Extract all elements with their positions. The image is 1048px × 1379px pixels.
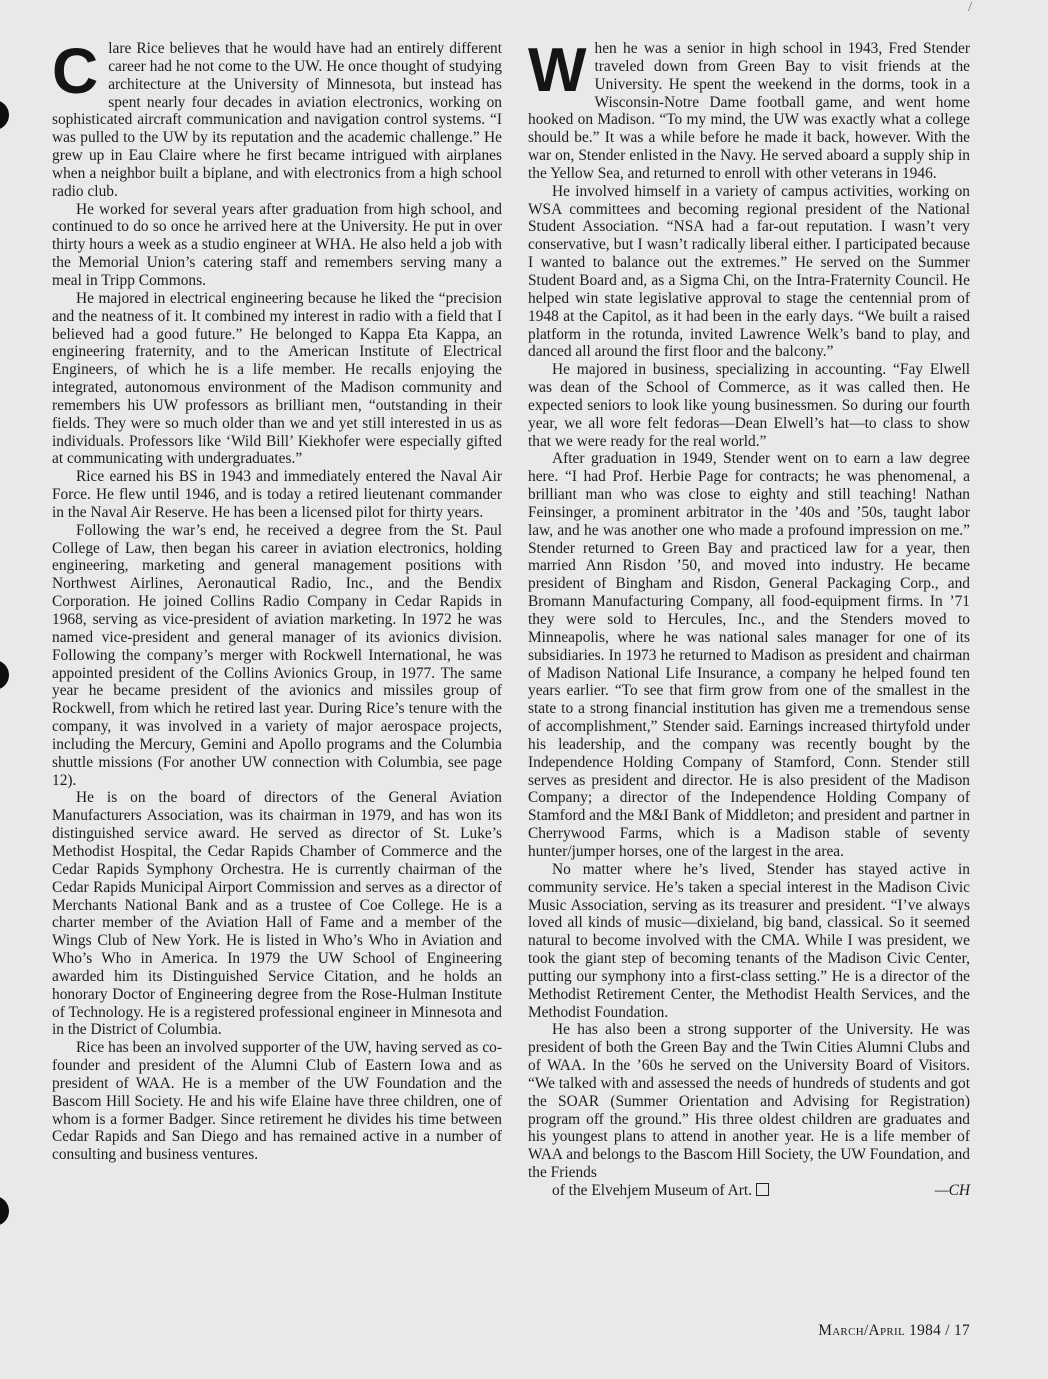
paragraph: After graduation in 1949, Stender went on to earn a law degree here. “I had Prof. Herbie Page for contracts; he was phenomenal, a brilliant man who was close to eighty and still teaching! Nathan Feinsinger, a prominent arbitrator in the ’40s and ’50s, taught labor law, and he was another one who made a profound impression on me.” Stender returned to Green Bay and practiced law for a year, then married Ann Risdon ’50, and moved into industry. He became president of Bingham and Risdon, General Packaging Corp., and Bromann Manufacturing Company, all food-equipment firms. In ’71 they were sold to Hercules, Inc., and the Stenders moved to Minneapolis, where he was national sales manager for one of its subsidiaries. In 1973 he returned to Madison as president and chairman of Madison National Life Insurance, a company he helped found ten years earlier. “To see that firm grow from one of the smallest in the state to a strong financial institution has given me a tremendous sense of accomplishment,” Stender said. Earnings increased thirtyfold under his leadership, and the company was recently bought by the Independence Holding Company of Stamford, Conn. Stender still serves as president and director. He is also president of the Madison Company; a director of the Independence Holding Company of Stamford and the M&I Bank of Middleton; and president and partner in Cherrywood Farms, which is a Madison stable of seventy hunter/jumper horses, one of the largest in the area. — [528, 450, 970, 860]
drop-cap: W — [528, 36, 587, 105]
paragraph: No matter where he’s lived, Stender has stayed active in community service. He’s taken a special interest in the Madison Civic Music Association, serving as its treasurer and president. “I’ve always loved all kinds of music—dixieland, big band, classical. So it seemed natural to become involved with the CMA. While I was president, we took the giant step of becoming tenants of the Madison Civic Center, putting our symphony into a first-class setting.” He is a director of the Methodist Retirement Center, the Methodist Health Services, and the Methodist Foundation. — [528, 860, 970, 1021]
page-number: 17 — [954, 1322, 970, 1339]
paragraph: He has also been a strong supporter of the University. He was president of both the Green Bay and the Twin Cities Alumni Clubs and of WAA. In the ’60s he served on the University Board of Visitors. “We talked with and assessed the needs of hundreds of students and got the SOAR (Summer Orientation and Advising for Registration) program off the ground.” His three oldest children are graduates and his youngest plans to attend in another year. He is a life member of WAA and belongs to the Bascom Hill Society, the UW Foundation, and the Friends — [528, 1021, 970, 1182]
corner-mark: / — [968, 0, 972, 15]
binder-hole-top — [0, 100, 9, 130]
paragraph: Rice earned his BS in 1943 and immediately entered the Naval Air Force. He flew until 1946, and is today a retired lieutenant commander in the Naval Air Reserve. He has been a licensed pilot for thirty years. — [52, 468, 502, 521]
paragraph: He majored in electrical engineering because he liked the “precision and the neatness of it. It combined my interest in radio with a field that I believed had a good future.” He belonged to Kappa Eta Kappa, an engineering fraternity, and to the American Institute of Electrical Engineers, of which he is a life member. He recalls enjoying the integrated, autonomous environment of the Madison community and remembers his UW professors as brilliant men, “outstanding in their fields. They were so much older than we and yet still interested in us as individuals. Professors like ‘Wild Bill’ Kiekhofer were especially gifted at communicating with undergraduates.” — [52, 289, 502, 468]
paragraph: When he was a senior in high school in 1943, Fred Stender traveled down from Green Bay to visit friends at the University. He spent the weekend in the dorms, took in a Wisconsin-Notre Dame football game, and went home hooked on Madison. “To my mind, the UW was exactly what a college should be.” It was a while before he made it back, however. With the war on, Stender enlisted in the Navy. He served aboard a supply ship in the Yellow Sea, and returned to enroll with other veterans in 1946. — [528, 36, 970, 182]
binder-hole-middle — [0, 660, 9, 690]
paragraph: He majored in business, specializing in accounting. “Fay Elwell was dean of the School of Commerce, as it was called then. He expected seniors to look like young businessmen. So during our fourth year, we all wore felt fedoras—Dean Elwell’s hat—to class to show that we were ready for the real world.” — [528, 361, 970, 450]
closing-text: of the Elvehjem Museum of Art. — [528, 1182, 769, 1200]
binder-hole-bottom — [0, 1196, 9, 1226]
left-column-rice-profile — [52, 35, 502, 1164]
issue-date: March/April 1984 — [818, 1322, 942, 1339]
paragraph: Rice has been an involved supporter of the UW, having served as co-founder and president of the Alumni Club of Eastern Iowa and as president of WAA. He is a member of the UW Foundation and the Bascom Hill Society. He and his wife Elaine have three children, one of whom is a former Badger. Since retirement he divides his time between Cedar Rapids and San Diego and has remained active in a number of consulting and business ventures. — [52, 1039, 502, 1164]
page-footer — [818, 1322, 970, 1340]
paragraph: Following the war’s end, he received a degree from the St. Paul College of Law, then began his career in aviation electronics, holding engineering, marketing and general management positions with Northwest Airlines, Aeronautical Radio, Inc., and the Bendix Corporation. He joined Collins Radio Company in Cedar Rapids in 1968, serving as vice-president of aviation marketing. In 1972 he was named vice-president and general manager of its avionics division. Following the company’s merger with Rockwell International, he was appointed president of the Collins Avionics Group, in 1977. The same year he became president of the avionics and missiles group of Rockwell, from which he retired last year. During Rice’s tenure with the company, it was involved in a variety of major aerospace projects, including the Mercury, Gemini and Apollo programs and the Columbia shuttle missions (For another UW connection with Columbia, see page 12). — [52, 521, 502, 789]
folio-separator: / — [945, 1322, 954, 1339]
author-initials: —CH — [934, 1182, 970, 1199]
paragraph: He is on the board of directors of the General Aviation Manufacturers Association, was its chairman in 1979, and has won its distinguished service award. He served as director of St. Luke’s Methodist Hospital, the Cedar Rapids Chamber of Commerce and the Cedar Rapids Symphony Orchestra. He is currently chairman of the Cedar Rapids Municipal Airport Commission and serves as a director of Merchants National Bank and as a trustee of Coe College. He is a charter member of the Aviation Hall of Fame and a member of the Wings Club of New York. He is listed in Who’s Who in Aviation and Who’s Who in America. In 1979 the UW School of Engineering awarded him its Distinguished Service Citation, and he holds an honorary Doctor of Engineering degree from the Rose-Hulman Institute of Technology. He is a registered professional engineer in Minnesota and in the District of Columbia. — [52, 789, 502, 1039]
paragraph: Clare Rice believes that he would have had an entirely different career had he not come to the UW. He once thought of studying architecture at the University of Minnesota, but instead has spent nearly four decades in aviation electronics, working on sophisticated aircraft communication and navigation control systems. “I was pulled to the UW by its reputation and the academic challenge.” He grew up in Eau Claire where he first became intrigued with airplanes when a neighbor built a biplane, and with electronics from a high school radio club. — [52, 35, 502, 200]
closing-line — [528, 1182, 970, 1200]
drop-cap: C — [52, 35, 99, 107]
square-end-mark-icon — [756, 1183, 769, 1196]
paragraph: He worked for several years after graduation from high school, and continued to do so once he arrived here at the University. He put in over thirty hours a week as a studio engineer at WHA. He also held a job with the Memorial Union’s catering staff and remembers serving many a meal in Tripp Commons. — [52, 200, 502, 289]
right-column-stender-profile — [528, 36, 970, 1200]
paragraph: He involved himself in a variety of campus activities, working on WSA committees and becoming regional president of the National Student Association. “NSA had a far-out reputation. I wasn’t very conservative, but I wasn’t radically liberal either. I participated because I wanted to balance out the extremes.” He served on the Summer Student Board and, as a Sigma Chi, on the Intra-Fraternity Council. He helped win state legislative approval to stage the centennial prom of 1948 at the Capitol, as it had been in the early days. “We built a raised platform in the rotunda, invited Lawrence Welk’s band to play, and danced all around the first floor and the balcony.” — [528, 182, 970, 361]
